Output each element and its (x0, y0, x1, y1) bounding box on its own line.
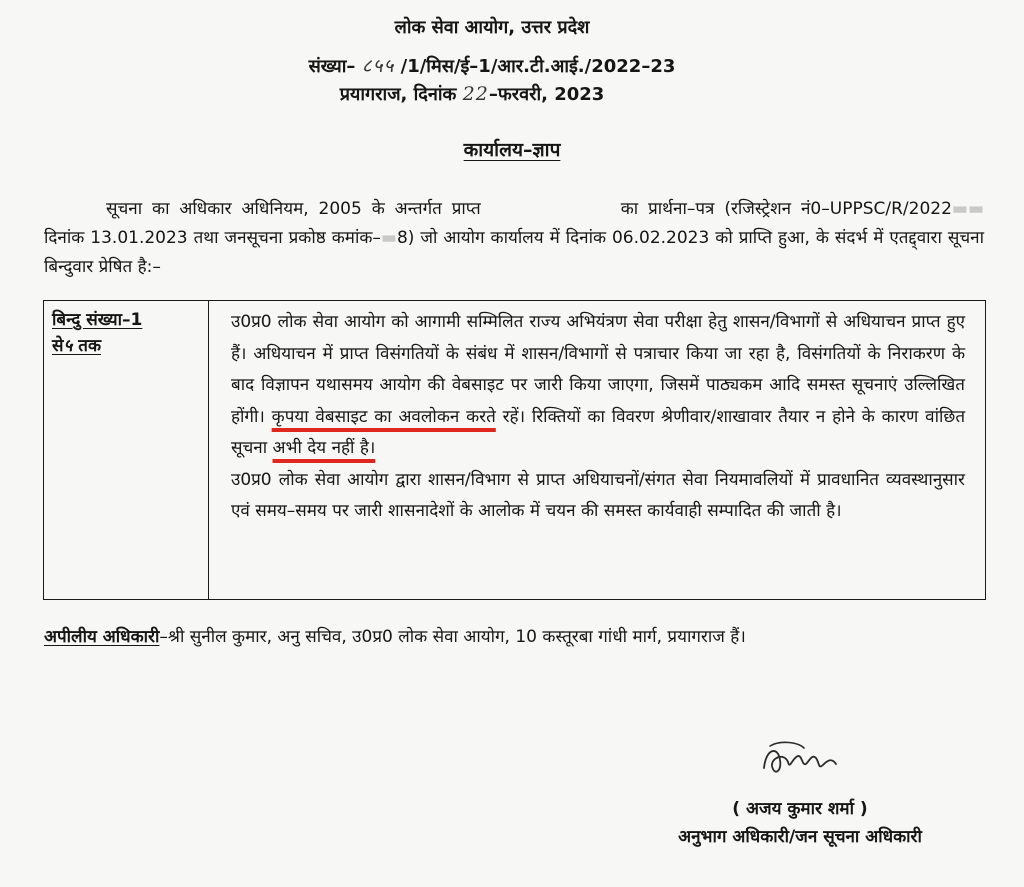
ref-handwritten-number: ८५५ (361, 55, 395, 77)
point-response-cell (209, 301, 986, 600)
signatory-designation: अनुभाग अधिकारी/जन सूचना अधिकारी (678, 827, 922, 847)
table-row (44, 301, 986, 600)
highlighted-phrase-not-available: अभी देय नहीं है। (272, 438, 376, 458)
document-title-text: कार्यालय–ज्ञाप (463, 139, 561, 161)
place-date-prefix: प्रयागराज, दिनांक (339, 84, 457, 105)
intro-part-2: का प्रार्थना–पत्र (रजिस्ट्रेशन नं0–UPPSC/R/2022 (620, 199, 952, 219)
signatory-name: ( अजय कुमार शर्मा ) (732, 799, 868, 819)
intro-part-4: 8) जो आयोग कार्यालय में दिनांक 06.02.2023 को प्राप्ति हुआ, के संदर्भ में एतद्द्वारा सूचना बिन्दुवार प्रेषित है:– (44, 228, 984, 277)
intro-part-1: सूचना का अधिकार अधिनियम, 2005 के अन्तर्गत प्राप्त (106, 199, 481, 219)
place-date (0, 82, 984, 107)
appellate-text: –श्री सुनील कुमार, अनु सचिव, उ0प्र0 लोक सेवा आयोग, 10 कस्तूरबा गांधी मार्ग, प्रयागराज हैं। (159, 627, 746, 647)
response-paragraph-2: उ0प्र0 लोक सेवा आयोग द्वारा शासन/विभाग से प्राप्त अधियाचनों/संगत सेवा नियमावलियों में प्रावधानित व्यवस्थानुसार एवं समय–समय पर जारी शासनादेशों के आलोक में चयन की समस्त कार्यवाही सम्पादित की जाती है। (231, 469, 965, 521)
signature-mark (758, 738, 848, 784)
ref-suffix: /1/मिस/ई–1/आर.टी.आई./2022–23 (400, 56, 676, 77)
org-name: लोक सेवा आयोग, उत्तर प्रदेश (394, 17, 590, 38)
date-handwritten-day: 22 (462, 83, 489, 105)
intro-part-3: दिनांक 13.01.2023 तथा जनसूचना प्रकोष्ठ कमांक– (44, 228, 381, 248)
appellate-authority (44, 624, 984, 651)
point-label-cell (44, 301, 209, 600)
point-label-line2: से५ तक (52, 336, 102, 356)
redacted-cell-no: ▬ (380, 228, 397, 248)
highlighted-phrase-website: कृपया वेबसाइट का अवलोकन करते (271, 406, 496, 427)
intro-paragraph (44, 195, 984, 282)
point-label-handwritten: ५ (63, 336, 73, 356)
points-table (43, 300, 986, 600)
date-suffix: –फरवरी, 2023 (488, 84, 605, 105)
ref-prefix: संख्या– (308, 56, 356, 77)
redacted-reg-no: ▬▬ (951, 199, 985, 219)
point-label-line1: बिन्दु संख्या–1 (52, 310, 143, 330)
document-title (0, 136, 1024, 162)
response-paragraph-1: उ0प्र0 लोक सेवा आयोग को आगामी सम्मिलित राज्य अभियंत्रण सेवा परीक्षा हेतु शासन/विभागों से अधियाचन प्राप्त हुए हैं। अधियाचन में प्राप्त विसंगतियों के संबंध में शासन/विभागों से पत्राचार किया जा रहा है, विसंगतियों के निराकरण के बाद विज्ञापन यथासमय आयोग की वेबसाइट पर जारी किया जाएगा, जिसमें पाठ्यकम आदि समस्त सूचनाएं उल्लिखित होंगी। कृपया वेबसाइट का अवलोकन करते रहें। रिक्तियों का विवरण श्रेणीवार/शाखावार तैयार न होने के कारण वांछित सूचना अभी देय नहीं है। (231, 312, 966, 458)
appellate-label: अपीलीय अधिकारी (44, 627, 160, 647)
reference-number (0, 54, 1004, 79)
